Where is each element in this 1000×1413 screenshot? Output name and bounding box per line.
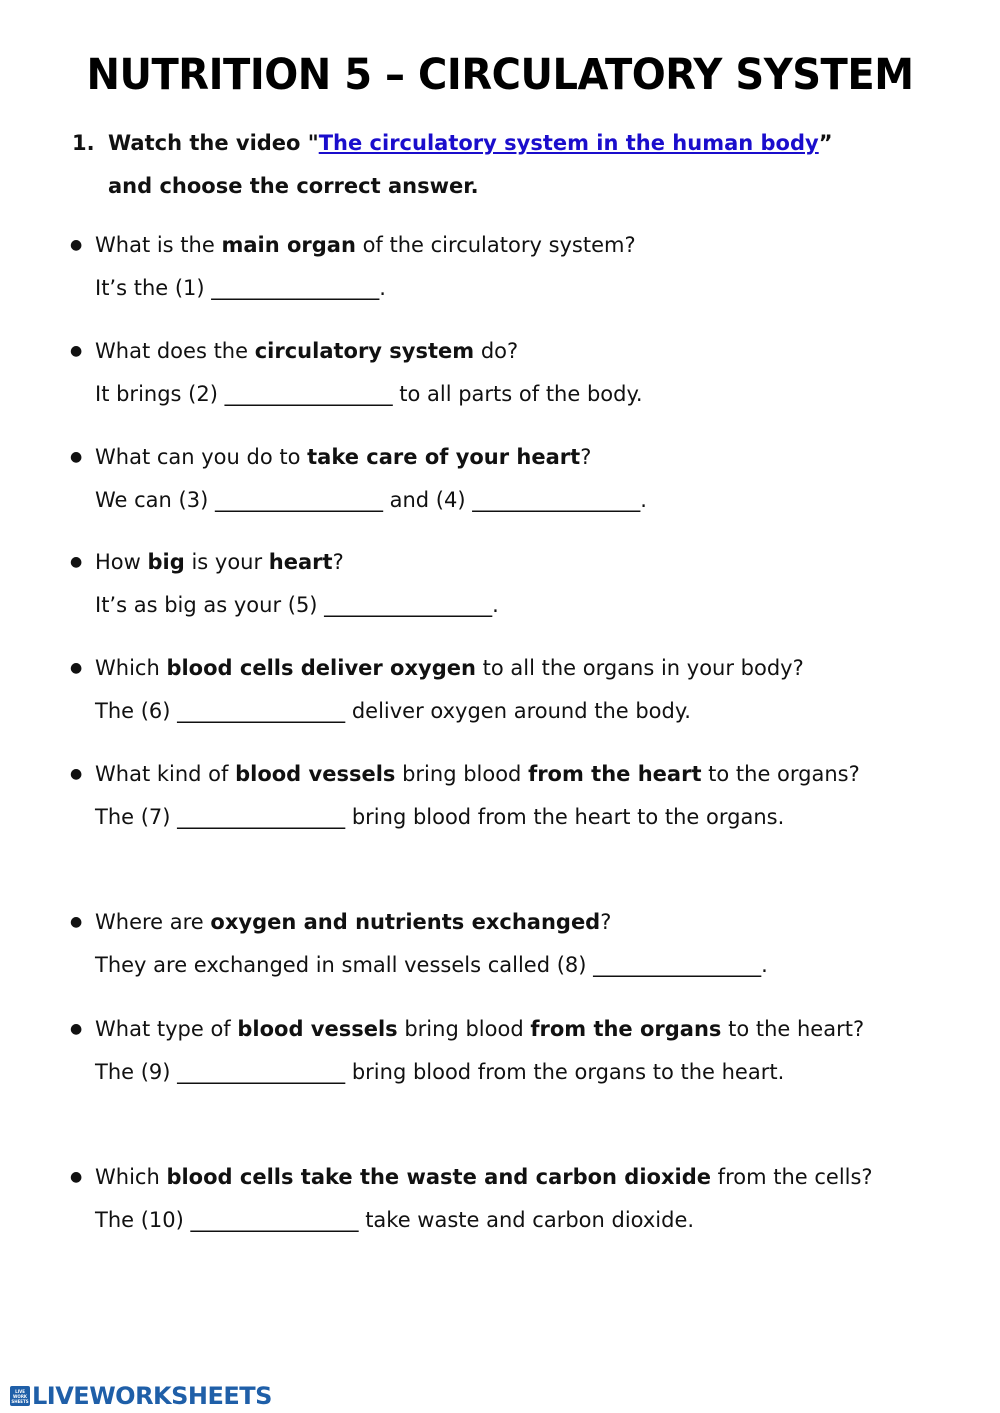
page-title: NUTRITION 5 – CIRCULATORY SYSTEM: [86, 50, 914, 100]
bullet-icon: ●: [70, 1021, 83, 1037]
question-item: [70, 647, 955, 733]
question-fragment: is your: [184, 550, 269, 574]
answer-line[interactable]: The (7) ________________ bring blood from the heart to the organs.: [95, 805, 785, 829]
answer-line[interactable]: The (6) ________________ deliver oxygen around the body.: [95, 699, 691, 723]
bullet-icon: ●: [70, 554, 83, 570]
instruction-prefix: Watch the video ": [108, 131, 319, 155]
bullet-icon: ●: [70, 766, 83, 782]
answer-line[interactable]: We can (3) ________________ and (4) ________________.: [95, 488, 647, 512]
answer-line[interactable]: The (9) ________________ bring blood from the organs to the heart.: [95, 1060, 785, 1084]
question-text: [95, 647, 955, 690]
question-item: [70, 1008, 955, 1094]
question-keyword: blood cells deliver oxygen: [166, 656, 476, 680]
question-fragment: from the cells?: [711, 1165, 873, 1189]
question-fragment: What is the: [95, 233, 222, 257]
bullet-icon: ●: [70, 660, 83, 676]
footer-logo: [10, 1382, 272, 1410]
question-fragment: to all the organs in your body?: [475, 656, 804, 680]
question-fragment: to the organs?: [701, 762, 860, 786]
answer-line[interactable]: It’s as big as your (5) ________________.: [95, 593, 499, 617]
question-text: [95, 901, 955, 944]
question-keyword: blood vessels: [235, 762, 396, 786]
question-fragment: of the circulatory system?: [355, 233, 636, 257]
instruction: [72, 122, 952, 208]
bullet-icon: ●: [70, 237, 83, 253]
question-keyword: take care of your heart: [307, 445, 581, 469]
instruction-suffix: ”: [818, 131, 833, 155]
question-item: [70, 436, 955, 522]
question-keyword: from the organs: [530, 1017, 722, 1041]
instruction-number: 1.: [72, 131, 95, 155]
question-fragment: Which: [95, 1165, 167, 1189]
question-fragment: How: [95, 550, 148, 574]
question-fragment: Which: [95, 656, 167, 680]
question-keyword: blood vessels: [237, 1017, 398, 1041]
answer-line[interactable]: It’s the (1) ________________.: [95, 276, 386, 300]
question-fragment: What type of: [95, 1017, 238, 1041]
question-keyword: big: [147, 550, 185, 574]
question-fragment: What does the: [95, 339, 255, 363]
question-fragment: bring blood: [397, 1017, 531, 1041]
liveworksheets-logo-icon: [10, 1386, 30, 1406]
question-item: [70, 330, 955, 416]
video-link[interactable]: The circulatory system in the human body: [318, 131, 819, 155]
answer-line[interactable]: It brings (2) ________________ to all parts of the body.: [95, 382, 643, 406]
question-keyword: main organ: [221, 233, 356, 257]
question-keyword: blood cells take the waste and carbon dioxide: [166, 1165, 711, 1189]
question-text: [95, 541, 955, 584]
instruction-line2: and choose the correct answer.: [108, 174, 479, 198]
logo-icon-text: LIVE WORK SHEETS: [11, 1388, 29, 1404]
question-keyword: circulatory system: [254, 339, 475, 363]
question-fragment: to the heart?: [721, 1017, 865, 1041]
question-text: [95, 224, 955, 267]
bullet-icon: ●: [70, 343, 83, 359]
question-text: [95, 436, 955, 479]
question-text: [95, 753, 955, 796]
answer-line[interactable]: The (10) ________________ take waste and carbon dioxide.: [95, 1208, 695, 1232]
bullet-icon: ●: [70, 449, 83, 465]
question-fragment: ?: [600, 910, 612, 934]
question-keyword: heart: [268, 550, 333, 574]
question-fragment: bring blood: [395, 762, 529, 786]
question-text: [95, 330, 955, 373]
question-fragment: ?: [332, 550, 344, 574]
question-item: [70, 1156, 955, 1242]
question-item: [70, 541, 955, 627]
question-fragment: Where are: [95, 910, 211, 934]
question-fragment: What can you do to: [95, 445, 308, 469]
question-keyword: from the heart: [528, 762, 702, 786]
question-keyword: oxygen and nutrients exchanged: [210, 910, 601, 934]
question-item: [70, 901, 955, 987]
question-fragment: do?: [474, 339, 519, 363]
question-item: [70, 753, 955, 839]
brand-name: LIVEWORKSHEETS: [32, 1382, 272, 1410]
question-fragment: What kind of: [95, 762, 236, 786]
question-fragment: ?: [580, 445, 592, 469]
bullet-icon: ●: [70, 914, 83, 930]
answer-line[interactable]: They are exchanged in small vessels called (8) ________________.: [95, 953, 768, 977]
question-text: [95, 1156, 955, 1199]
question-item: [70, 224, 955, 310]
bullet-icon: ●: [70, 1169, 83, 1185]
question-text: [95, 1008, 955, 1051]
